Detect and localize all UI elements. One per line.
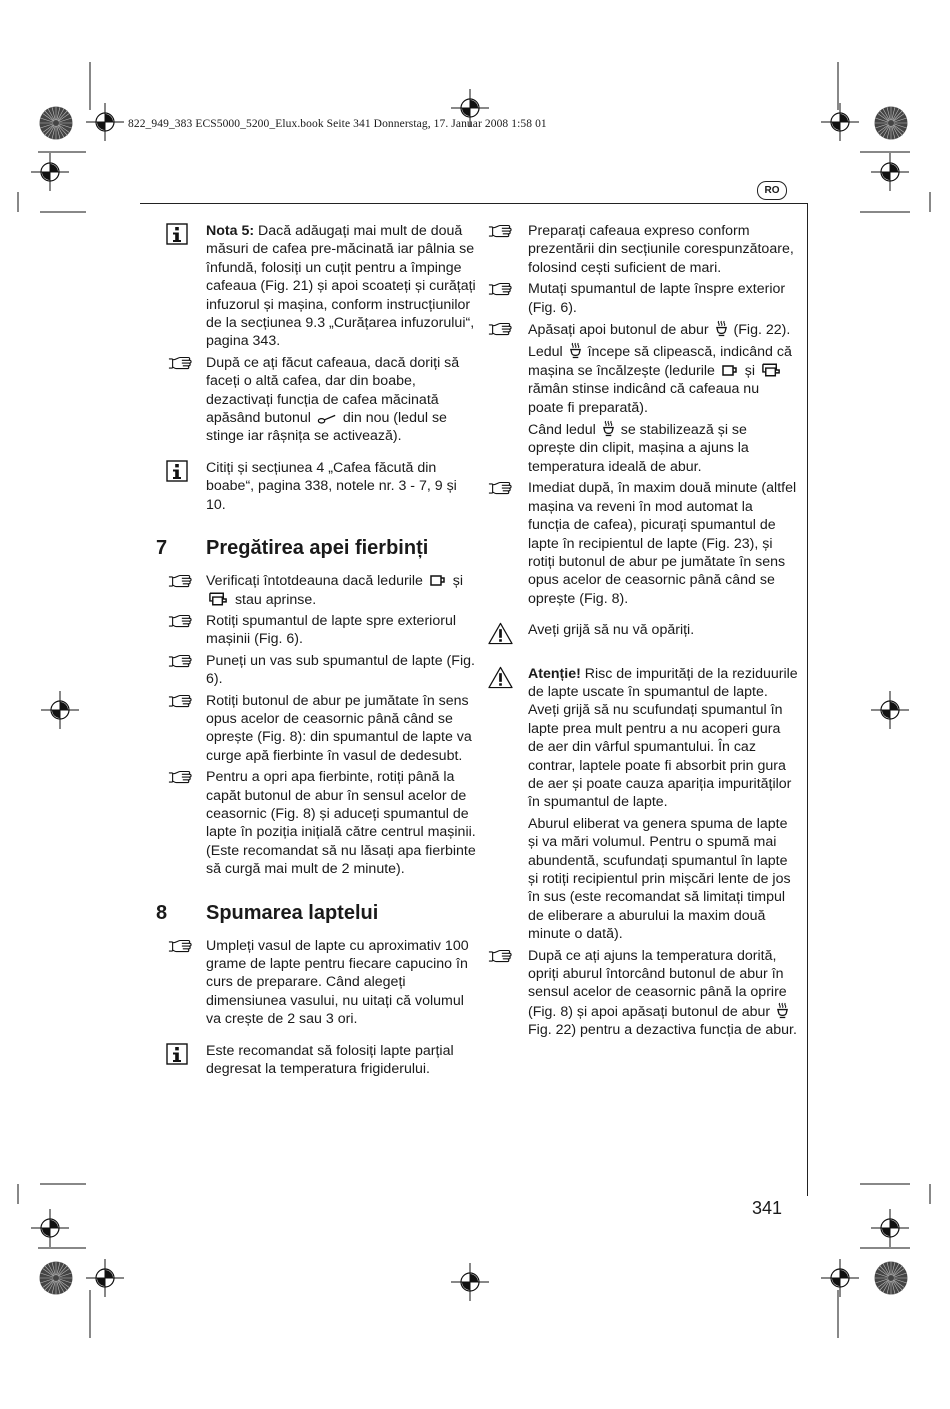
crop-mark-middle-right bbox=[860, 680, 920, 740]
two-cups-icon bbox=[761, 362, 782, 378]
note-section-4: Citiți și secțiunea 4 „Cafea făcută din boabe“, pagina 338, notele nr. 3 - 7, 9 și 10. bbox=[156, 459, 476, 514]
note-milk: Este recomandat să folosiți lapte parțial degresat la temperatura frigiderului. bbox=[156, 1042, 476, 1079]
one-cup-icon bbox=[429, 574, 447, 588]
warning-label: Atenție! bbox=[528, 665, 581, 682]
note-label: Nota 5: bbox=[206, 223, 255, 239]
frame-top-rule bbox=[140, 203, 808, 204]
pointing-hand-icon bbox=[488, 481, 512, 496]
pointing-hand-icon bbox=[488, 282, 512, 297]
step-check-leds: Verificați întotdeauna dacă ledurile și stau aprinse. bbox=[156, 572, 476, 609]
step-press-steam: Apăsați apoi butonul de abur (Fig. 22). bbox=[488, 320, 798, 339]
pointing-hand-icon bbox=[168, 356, 192, 371]
step-beans: După ce ați făcut cafeaua, dacă doriți să faceți o altă cafea, dar din boabe, dezactivați funcția de cafea măcinată apăsând butonul din nou (ledul se stinge iar râșnița se activează). bbox=[156, 354, 476, 446]
info-icon bbox=[166, 460, 188, 482]
left-column bbox=[156, 222, 476, 1081]
step-fill-milk: Umpleți vasul de lapte cu aproximativ 100 grame de lapte pentru fiecare capucino în curs de preparare. Când alegeți dimensiunea vasului, nu uitați că volumul va crește de 2 sau 3 ori. bbox=[156, 937, 476, 1029]
info-icon bbox=[166, 1043, 188, 1065]
pointing-hand-icon bbox=[488, 322, 512, 337]
steam-icon bbox=[776, 1002, 789, 1019]
pointing-hand-icon bbox=[168, 939, 192, 954]
crop-mark-bottom-left bbox=[0, 1180, 160, 1340]
step-rotate-frother: Rotiți spumantul de lapte spre exteriorul mașinii (Fig. 6). bbox=[156, 612, 476, 649]
note-5 bbox=[156, 222, 476, 351]
step-stop-steam: După ce ați ajuns la temperatura dorită, opriți aburul întorcând butonul de abur în sensul acelor de ceasornic până la oprire (Fig. 8) și apoi apăsați butonul de abur Fig. 22) pentru a dezactiva funcția de abur. bbox=[488, 947, 798, 1040]
step-turn-steam-knob: Rotiți butonul de abur pe jumătate în sens opus acelor de ceasornic până când se oprește (Fig. 8): din spumantul de lapte va curge apă fierbinte în vasul de dedesubt. bbox=[156, 692, 476, 766]
language-badge: RO bbox=[757, 181, 787, 200]
steam-led-stable: Când ledul se stabilizează și se oprește din clipit, mașina a ajuns la temperatura ideală de abur. bbox=[528, 422, 749, 475]
frame-right-rule bbox=[807, 203, 808, 1196]
section-7-heading: 7 Pregătirea apei fierbinți bbox=[156, 537, 429, 560]
crop-mark-bottom-right bbox=[790, 1180, 950, 1340]
crop-mark-top-left bbox=[0, 60, 160, 260]
warning-icon bbox=[488, 666, 513, 689]
warning-impurities: Atenție! Risc de impurități de la reziduurile de lapte uscate în spumantul de lapte. Aveți grijă să nu scufundați spumantul în lapte prea mult pentru a nu acoperi gura de aer din vârful spumantului. În caz contrar, laptele poate fi absorbit prin gura de aer și poate cauza apariția impurităților în spumantul de lapte. bbox=[488, 665, 798, 812]
section-8-heading: 8 Spumarea laptelui bbox=[156, 901, 379, 924]
pointing-hand-icon bbox=[488, 949, 512, 964]
pointing-hand-icon bbox=[168, 770, 192, 785]
steam-led-blinking: Ledul începe să clipească, indicând că mașina se încălzește (ledurile și rămân stinse indicând că cafeaua nu poate fi preparată). bbox=[528, 344, 792, 416]
pointing-hand-icon bbox=[488, 224, 512, 239]
step-place-vessel: Puneți un vas sub spumantul de lapte (Fig. 6). bbox=[156, 652, 476, 689]
pointing-hand-icon bbox=[168, 654, 192, 669]
step-stop-hot-water: Pentru a opri apa fierbinte, rotiți până la capăt butonul de abur în sensul acelor de ceasornic (Fig. 8) și aduceți spumantul de lapte în poziția inițială către centrul mașinii. (Este recomandat să nu lăsați apa fierbinte să curgă mai mult de 2 minute). bbox=[156, 768, 476, 878]
pointing-hand-icon bbox=[168, 694, 192, 709]
right-column bbox=[488, 222, 798, 1043]
crop-mark-top-right bbox=[790, 60, 950, 260]
step-move-frother: Mutați spumantul de lapte înspre exterior (Fig. 6). bbox=[488, 280, 798, 317]
crop-mark-bottom-center bbox=[440, 1252, 500, 1312]
ground-coffee-spoon-icon bbox=[317, 413, 337, 425]
one-cup-icon bbox=[721, 364, 739, 378]
page-number: 341 bbox=[752, 1198, 783, 1218]
steam-foam-info: Aburul eliberat va genera spuma de lapte și va mări volumul. Pentru o spumă mai abundentă, scufundați spumantul în lapte și rotiți recipientul prin mișcări lente de jos în sus (este recomandat să limitați timpul de eliberare a aburului la maxim două minute o dată). bbox=[528, 815, 791, 943]
note-text: Dacă adăugați mai mult de două măsuri de cafea pre-măcinată iar pâlnia se înfundă, folosiți un cuțit pentru a împinge cafeaua (Fig. 21) și apoi scoateți și curățați infuzorul și mașina, conform instrucțiunilor de la secțiunea 9.3 „Curățarea infuzorului“, pagina 343. bbox=[206, 223, 476, 350]
steam-icon bbox=[569, 342, 582, 359]
warning-icon bbox=[488, 622, 513, 645]
crop-mark-middle-left bbox=[30, 680, 90, 740]
two-cups-icon bbox=[208, 591, 229, 607]
warning-scald: Aveți grijă să nu vă opăriți. bbox=[488, 621, 798, 639]
step-immerse-frother: Imediat după, în maxim două minute (altfel mașina va reveni în mod automat la funcția de cafea), picurați spumantul de lapte în recipientul de lapte (Fig. 23), și rotiți butonul de abur pe jumătate în sens opus acelor de ceasornic până când se oprește (Fig. 8). bbox=[488, 479, 798, 608]
pointing-hand-icon bbox=[168, 614, 192, 629]
info-icon bbox=[166, 223, 188, 245]
step-prepare-espresso: Preparați cafeaua expreso conform prezentării din secțiunile corespunzătoare, folosind cești suficient de mari. bbox=[488, 222, 798, 277]
steam-icon bbox=[602, 420, 615, 437]
steam-icon bbox=[715, 320, 728, 337]
print-slug: 822_949_383 ECS5000_5200_Elux.book Seite 341 Donnerstag, 17. Januar 2008 1:58 01 bbox=[128, 118, 547, 130]
pointing-hand-icon bbox=[168, 574, 192, 589]
